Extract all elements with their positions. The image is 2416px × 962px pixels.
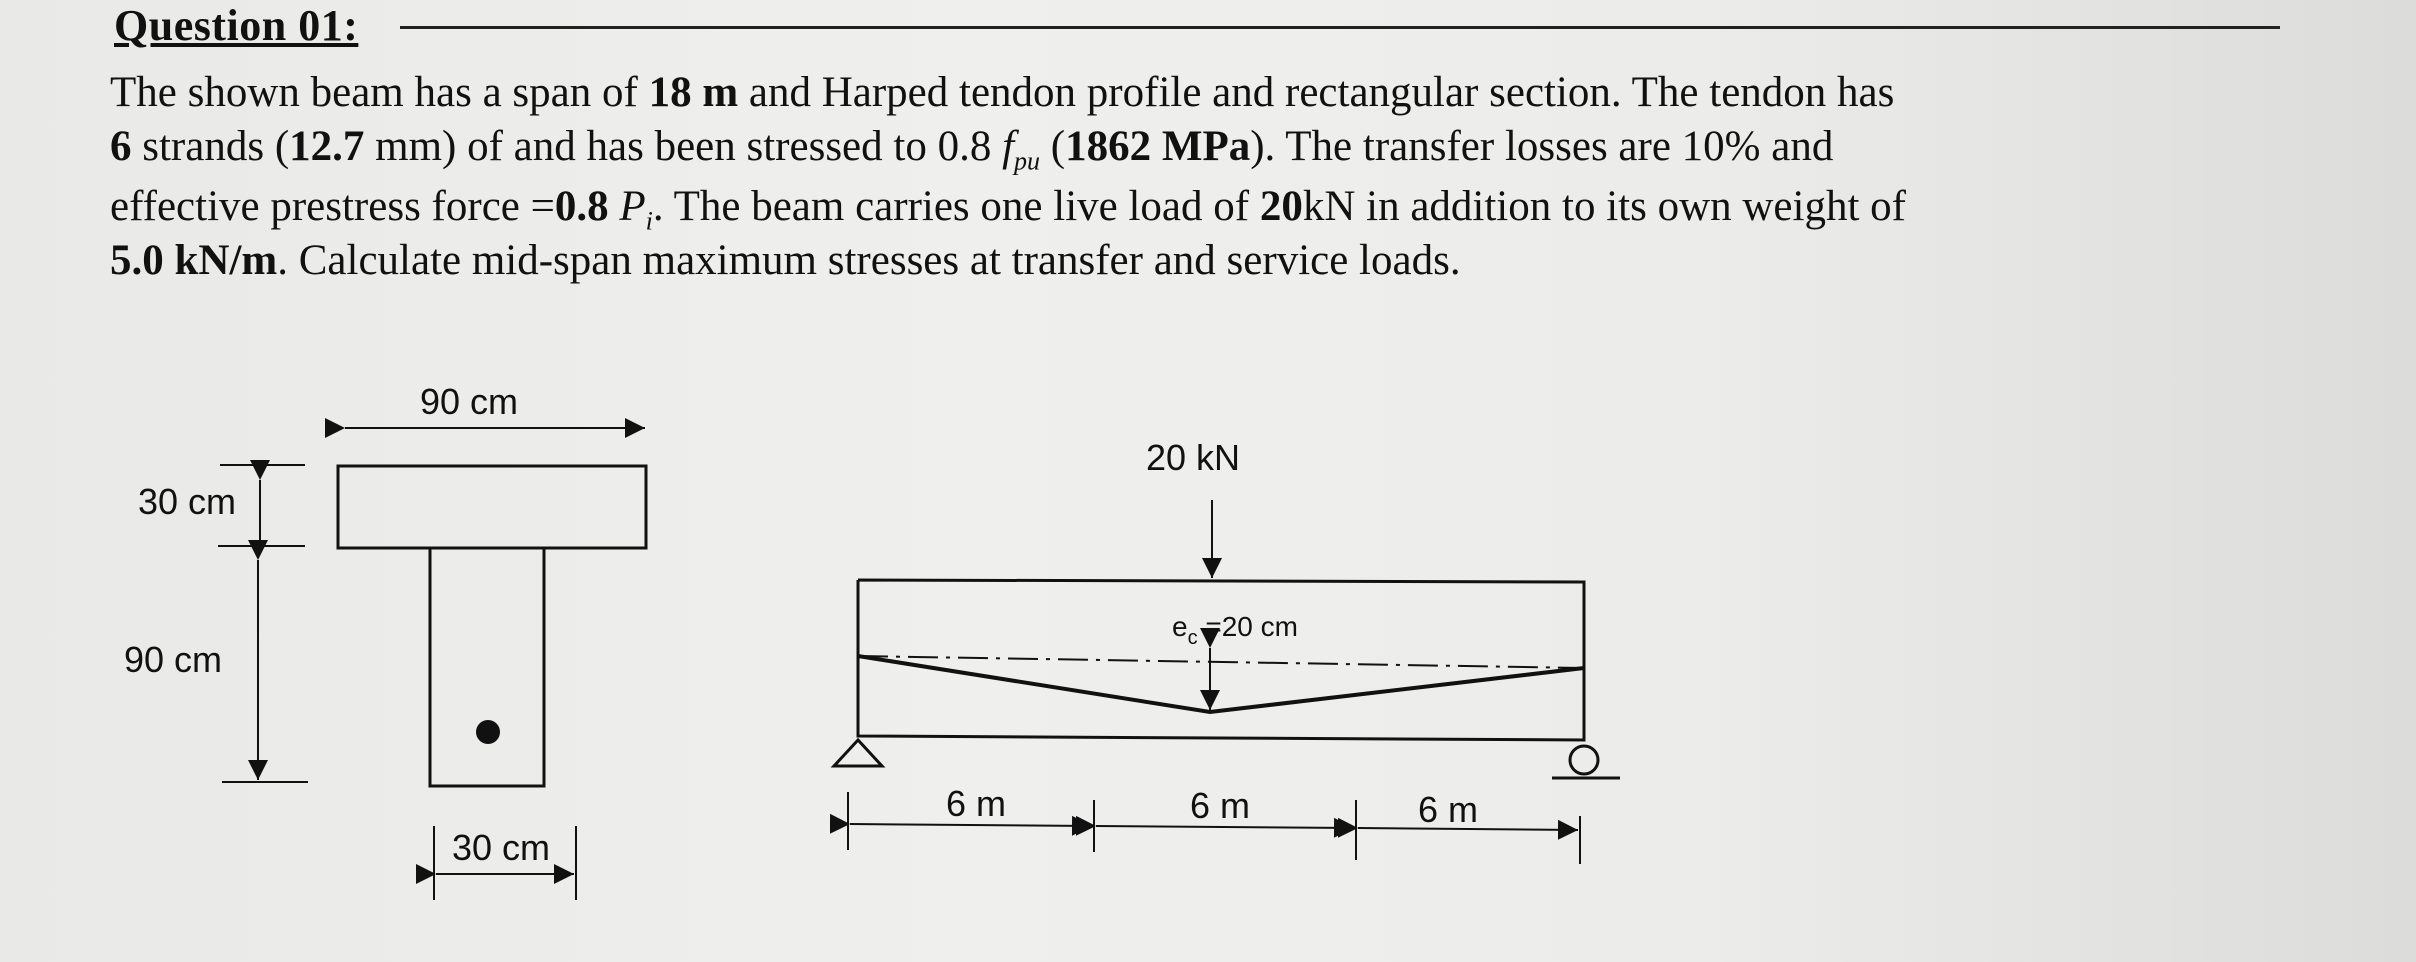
flange-depth-label: 30 cm [138, 481, 237, 522]
eccentricity-label: $e_c =20$ cm [1172, 611, 1298, 649]
centroid-line [858, 656, 1584, 668]
load-label: 20 kN [1146, 437, 1241, 478]
question-line-1: The shown beam has a span of 18 m and Harped tendon profile and rectangular section. The tendon has [110, 69, 1895, 116]
flange-rect [338, 466, 646, 548]
tendon-profile [858, 656, 1584, 712]
web-depth-label: 90 cm [124, 639, 223, 680]
span-label-1: 6 m [946, 783, 1007, 824]
beam-outline [858, 580, 1584, 740]
pin-support [834, 740, 882, 766]
beam-figure [834, 437, 1620, 864]
question-line-4: 5.0 kN/m. Calculate mid-span maximum stresses at transfer and service loads. [110, 237, 1461, 284]
span-dimension-1 [850, 824, 1092, 826]
flange-width-label: 90 cm [420, 381, 519, 422]
span-label-3: 6 m [1418, 789, 1479, 830]
span-dimension-2 [1096, 826, 1354, 828]
web-rect [430, 548, 544, 786]
question-line-2: 6 strands (12.7 mm) of and has been stressed to 0.8 $f_{pu}$ (1862 MPa). The transfer losses are 10% and [110, 123, 1834, 176]
question-line-3: effective prestress force =0.8 $P_i$. The beam carries one live load of 20kN in addition to its own weight of [110, 183, 1906, 236]
roller-support [1570, 746, 1598, 774]
question-title: Question 01: [114, 1, 359, 50]
web-width-label: 30 cm [452, 827, 551, 868]
tendon-dot [476, 720, 500, 744]
span-label-2: 6 m [1190, 785, 1251, 826]
t-section-figure [124, 381, 646, 900]
